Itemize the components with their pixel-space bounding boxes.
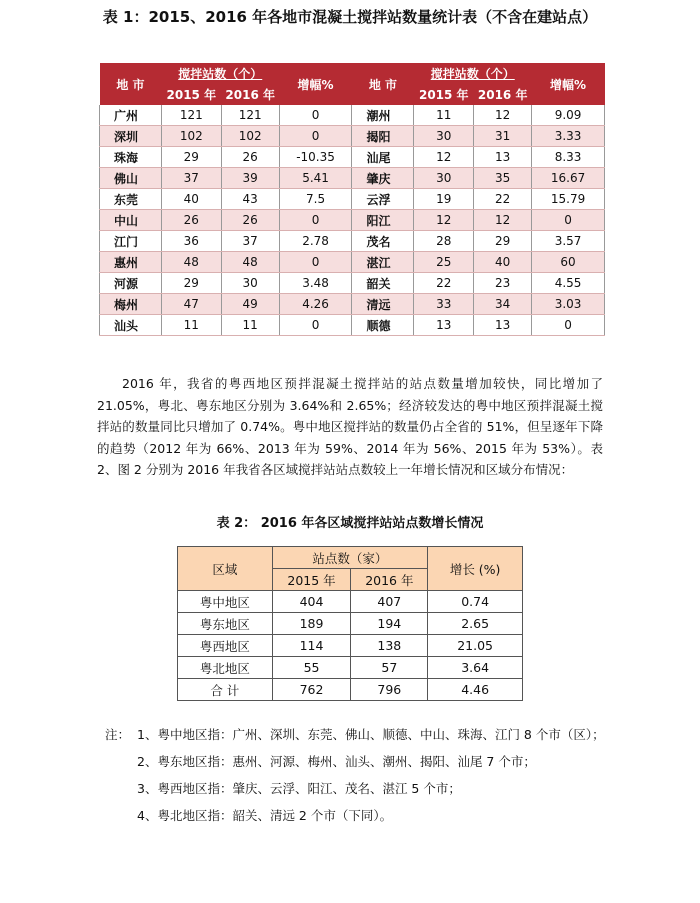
- value-cell: 138: [351, 635, 428, 657]
- table-row: [100, 231, 605, 252]
- value-cell: 796: [351, 679, 428, 701]
- city-cell: 广州: [100, 105, 162, 126]
- city-cell: 阳江: [352, 210, 414, 231]
- city-cell: 深圳: [100, 126, 162, 147]
- value-cell: 33: [414, 294, 474, 315]
- value-cell: 0: [532, 210, 605, 231]
- value-cell: 48: [161, 252, 221, 273]
- value-cell: 13: [474, 147, 532, 168]
- city-cell: 湛江: [352, 252, 414, 273]
- value-cell: 16.67: [532, 168, 605, 189]
- value-cell: 13: [414, 315, 474, 336]
- value-cell: 0: [279, 315, 352, 336]
- city-cell: 江门: [100, 231, 162, 252]
- value-cell: 7.5: [279, 189, 352, 210]
- header-2016: 2016 年: [351, 569, 428, 591]
- city-cell: 潮州: [352, 105, 414, 126]
- note-item: 3、粤西地区指：肇庆、云浮、阳江、茂名、湛江 5 个市；: [137, 781, 461, 796]
- value-cell: 2.65: [428, 613, 523, 635]
- value-cell: 11: [414, 105, 474, 126]
- value-cell: 55: [272, 657, 351, 679]
- header-2015-1: 2015 年: [161, 84, 221, 105]
- note-item: 1、粤中地区指：广州、深圳、东莞、佛山、顺德、中山、珠海、江门 8 个市（区）；: [137, 727, 605, 742]
- value-cell: 0: [279, 210, 352, 231]
- city-cell: 汕头: [100, 315, 162, 336]
- table-row: [100, 147, 605, 168]
- table-row: [178, 657, 523, 679]
- value-cell: 29: [474, 231, 532, 252]
- table-row: [100, 189, 605, 210]
- value-cell: 0: [532, 315, 605, 336]
- value-cell: 30: [221, 273, 279, 294]
- city-cell: 肇庆: [352, 168, 414, 189]
- table-row: [100, 273, 605, 294]
- city-cell: 中山: [100, 210, 162, 231]
- header-city-2: 地 市: [352, 63, 414, 105]
- header-2015-2: 2015 年: [414, 84, 474, 105]
- header-count-2: 搅拌站数（个）: [414, 63, 532, 84]
- value-cell: 12: [414, 147, 474, 168]
- value-cell: 194: [351, 613, 428, 635]
- value-cell: 48: [221, 252, 279, 273]
- city-cell: 云浮: [352, 189, 414, 210]
- value-cell: 121: [221, 105, 279, 126]
- header-growth-2: 增幅%: [532, 63, 605, 105]
- value-cell: 12: [414, 210, 474, 231]
- value-cell: 15.79: [532, 189, 605, 210]
- city-cell: 茂名: [352, 231, 414, 252]
- value-cell: 22: [474, 189, 532, 210]
- note-item: 2、粤东地区指：惠州、河源、梅州、汕头、潮州、揭阳、汕尾 7 个市；: [137, 754, 536, 769]
- value-cell: 11: [161, 315, 221, 336]
- table-row: [100, 294, 605, 315]
- value-cell: 29: [161, 273, 221, 294]
- city-cell: 梅州: [100, 294, 162, 315]
- value-cell: 102: [221, 126, 279, 147]
- value-cell: 3.64: [428, 657, 523, 679]
- value-cell: 121: [161, 105, 221, 126]
- value-cell: 35: [474, 168, 532, 189]
- value-cell: 0.74: [428, 591, 523, 613]
- value-cell: 0: [279, 252, 352, 273]
- header-station-count: 站点数（家）: [272, 547, 428, 569]
- value-cell: 407: [351, 591, 428, 613]
- header-city-1: 地 市: [100, 63, 162, 105]
- header-2015: 2015 年: [272, 569, 351, 591]
- value-cell: 25: [414, 252, 474, 273]
- city-cell: 河源: [100, 273, 162, 294]
- header-growth-1: 增幅%: [279, 63, 352, 105]
- value-cell: 30: [414, 168, 474, 189]
- value-cell: 40: [474, 252, 532, 273]
- value-cell: 762: [272, 679, 351, 701]
- table-row: [100, 210, 605, 231]
- value-cell: 3.48: [279, 273, 352, 294]
- table-row: [100, 126, 605, 147]
- header-2016-1: 2016 年: [221, 84, 279, 105]
- value-cell: 34: [474, 294, 532, 315]
- note-item: 4、粤北地区指：韶关、清远 2 个市（下同）。: [137, 808, 393, 823]
- value-cell: 4.46: [428, 679, 523, 701]
- header-count-1: 搅拌站数（个）: [161, 63, 279, 84]
- city-cell: 韶关: [352, 273, 414, 294]
- value-cell: 12: [474, 210, 532, 231]
- value-cell: 4.26: [279, 294, 352, 315]
- value-cell: 8.33: [532, 147, 605, 168]
- value-cell: 9.09: [532, 105, 605, 126]
- city-cell: 汕尾: [352, 147, 414, 168]
- city-cell: 顺德: [352, 315, 414, 336]
- value-cell: 22: [414, 273, 474, 294]
- table2-title: 表 2： 2016 年各区域搅拌站站点数增长情况: [216, 516, 484, 531]
- table-row: [100, 252, 605, 273]
- city-cell: 惠州: [100, 252, 162, 273]
- value-cell: 60: [532, 252, 605, 273]
- value-cell: 0: [279, 105, 352, 126]
- value-cell: 29: [161, 147, 221, 168]
- table-row: [178, 613, 523, 635]
- value-cell: 3.57: [532, 231, 605, 252]
- value-cell: 102: [161, 126, 221, 147]
- notes: [105, 721, 605, 829]
- value-cell: 4.55: [532, 273, 605, 294]
- value-cell: 2.78: [279, 231, 352, 252]
- value-cell: 57: [351, 657, 428, 679]
- value-cell: 23: [474, 273, 532, 294]
- city-cell: 珠海: [100, 147, 162, 168]
- value-cell: 26: [221, 210, 279, 231]
- region-cell: 合 计: [178, 679, 273, 701]
- body-paragraph: [97, 373, 603, 481]
- city-cell: 揭阳: [352, 126, 414, 147]
- value-cell: 114: [272, 635, 351, 657]
- value-cell: 40: [161, 189, 221, 210]
- table-row: [178, 591, 523, 613]
- table2: [177, 546, 523, 701]
- region-cell: 粤东地区: [178, 613, 273, 635]
- region-cell: 粤北地区: [178, 657, 273, 679]
- value-cell: 31: [474, 126, 532, 147]
- value-cell: 47: [161, 294, 221, 315]
- value-cell: 3.03: [532, 294, 605, 315]
- table-row: [100, 105, 605, 126]
- table-row: [100, 315, 605, 336]
- table1-title: 表 1：2015、2016 年各地市混凝土搅拌站数量统计表（不含在建站点）: [102, 8, 598, 26]
- value-cell: 12: [474, 105, 532, 126]
- value-cell: 43: [221, 189, 279, 210]
- table-row: [178, 635, 523, 657]
- value-cell: 36: [161, 231, 221, 252]
- table-row: [178, 679, 523, 701]
- header-region: 区域: [178, 547, 273, 591]
- region-cell: 粤中地区: [178, 591, 273, 613]
- city-cell: 清远: [352, 294, 414, 315]
- value-cell: 28: [414, 231, 474, 252]
- paragraph-text: 2016 年，我省的粤西地区预拌混凝土搅拌站的站点数量增加较快，同比增加了 21.05%，粤北、粤东地区分别为 3.64%和 2.65%；经济较发达的粤中地区预拌混凝土搅拌站的数量同比只增加了 0.74%。粤中地区搅拌站的数量仍占全省的 51%，但呈逐年下降的趋势（2012 年为 66%、2013 年为 59%、2014 年为 56%、2015 年为 53%）。表 2、图 2 分别为 2016 年我省各区域搅拌站站点数较上一年增长情况和区域分布情况：: [97, 376, 603, 477]
- value-cell: 3.33: [532, 126, 605, 147]
- region-cell: 粤西地区: [178, 635, 273, 657]
- city-cell: 东莞: [100, 189, 162, 210]
- value-cell: 30: [414, 126, 474, 147]
- header-growth: 增长 (%): [428, 547, 523, 591]
- table-row: [100, 168, 605, 189]
- notes-label: 注：: [105, 727, 131, 742]
- value-cell: 37: [161, 168, 221, 189]
- value-cell: 0: [279, 126, 352, 147]
- value-cell: 39: [221, 168, 279, 189]
- value-cell: 49: [221, 294, 279, 315]
- city-cell: 佛山: [100, 168, 162, 189]
- value-cell: 26: [161, 210, 221, 231]
- value-cell: -10.35: [279, 147, 352, 168]
- value-cell: 19: [414, 189, 474, 210]
- value-cell: 26: [221, 147, 279, 168]
- header-2016-2: 2016 年: [474, 84, 532, 105]
- value-cell: 37: [221, 231, 279, 252]
- value-cell: 404: [272, 591, 351, 613]
- table1: [99, 63, 605, 336]
- value-cell: 11: [221, 315, 279, 336]
- value-cell: 21.05: [428, 635, 523, 657]
- value-cell: 189: [272, 613, 351, 635]
- value-cell: 5.41: [279, 168, 352, 189]
- value-cell: 13: [474, 315, 532, 336]
